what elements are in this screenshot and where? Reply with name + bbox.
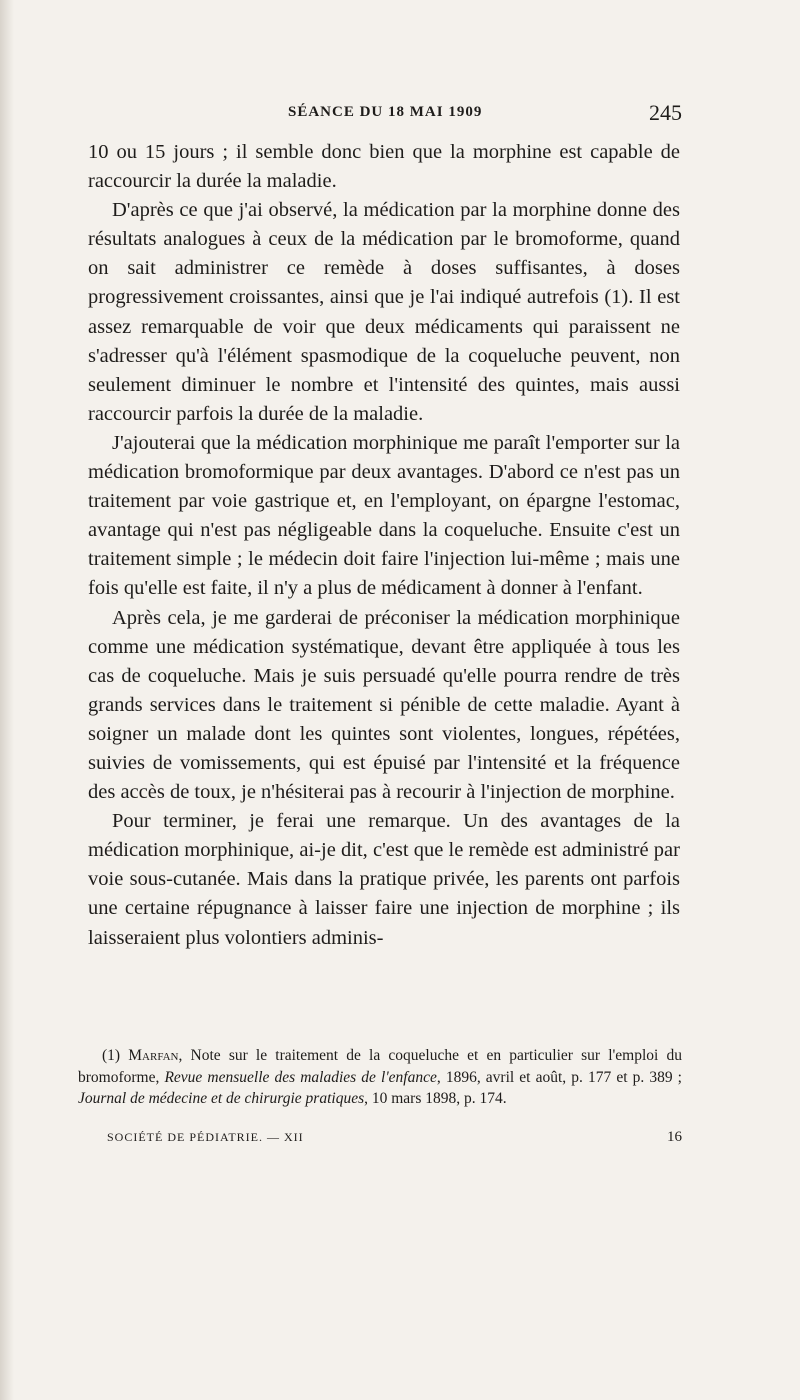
paragraph: Après cela, je me garderai de préconiser la médication morphinique comme une médication systématique, devant être appliquée à tous les cas de coqueluche. Mais je suis persuadé qu'elle pourra rendre de très grands services dans le traitement si pénible de cette maladie. Ayant à soigner un malade dont les quintes sont violentes, longues, répétées, suivies de vomissements, qui est épuisé par l'intensité et la fréquence des accès de toux, je n'hésiterai pas à recourir à l'injection de morphine.: [88, 606, 680, 804]
paragraph: J'ajouterai que la médication morphinique me paraît l'emporter sur la médication bromoformique par deux avantages. D'abord ce n'est pas un traitement par voie gastrique et, en l'employant, on épargne l'estomac, avantage qui n'est pas négligeable dans la coqueluche. Ensuite c'est un traitement simple ; le médecin doit faire l'injection lui-même ; mais une fois qu'elle est faite, il n'y a plus de médicament à donner à l'enfant.: [88, 431, 680, 600]
paragraph: 10 ou 15 jours ; il semble donc bien que la morphine est capable de raccourcir la durée la maladie.: [88, 141, 680, 193]
page-number: 245: [649, 100, 682, 125]
footnote-author: Marfan,: [128, 1047, 183, 1064]
footnote: [78, 1045, 682, 1110]
footnote-marker: (1): [102, 1047, 121, 1064]
footnote-text: Note sur le traitement de la coqueluche et en particulier sur l'emploi du bromoforme,: [78, 1047, 683, 1086]
signature-left: SOCIÉTÉ DE PÉDIATRIE. — XII: [107, 1130, 304, 1144]
footnote-journal: Revue mensuelle des maladies de l'enfance: [164, 1068, 437, 1086]
footnote-text: , 10 mars 1898, p. 174.: [364, 1090, 507, 1107]
footnote-journal: Journal de médecine et de chirurgie pratiques: [78, 1090, 365, 1107]
paragraph: Pour terminer, je ferai une remarque. Un des avantages de la médication morphinique, ai-je dit, c'est que le remède est administré par voie sous-cutanée. Mais dans la pratique privée, les parents ont parfois une certaine répugnance à laisser faire une injection de morphine ; ils laisseraient plus volontiers adminis-: [88, 810, 680, 949]
running-head: SÉANCE DU 18 MAI 1909: [288, 104, 483, 120]
footnote-text: , 1896, avril et août, p. 177 et p. 389 ;: [436, 1068, 682, 1086]
body-text: [88, 138, 680, 953]
signature-number: 16: [667, 1129, 682, 1145]
signature-line: [107, 1130, 682, 1152]
paragraph: D'après ce que j'ai observé, la médication par la morphine donne des résultats analogues à ceux de la médication par le bromoforme, quand on sait administrer ce remède à doses suffisantes, à doses progressivement croissantes, ainsi que je l'ai indiqué autrefois (1). Il est assez remarquable de voir que deux médicaments qui paraissent ne s'adresser qu'à l'élément spasmodique de la coqueluche peuvent, non seulement diminuer le nombre et l'intensité des quintes, mais aussi raccourcir parfois la durée de la maladie.: [88, 199, 680, 425]
page-header: [88, 100, 682, 130]
page-edge: [0, 0, 14, 1400]
